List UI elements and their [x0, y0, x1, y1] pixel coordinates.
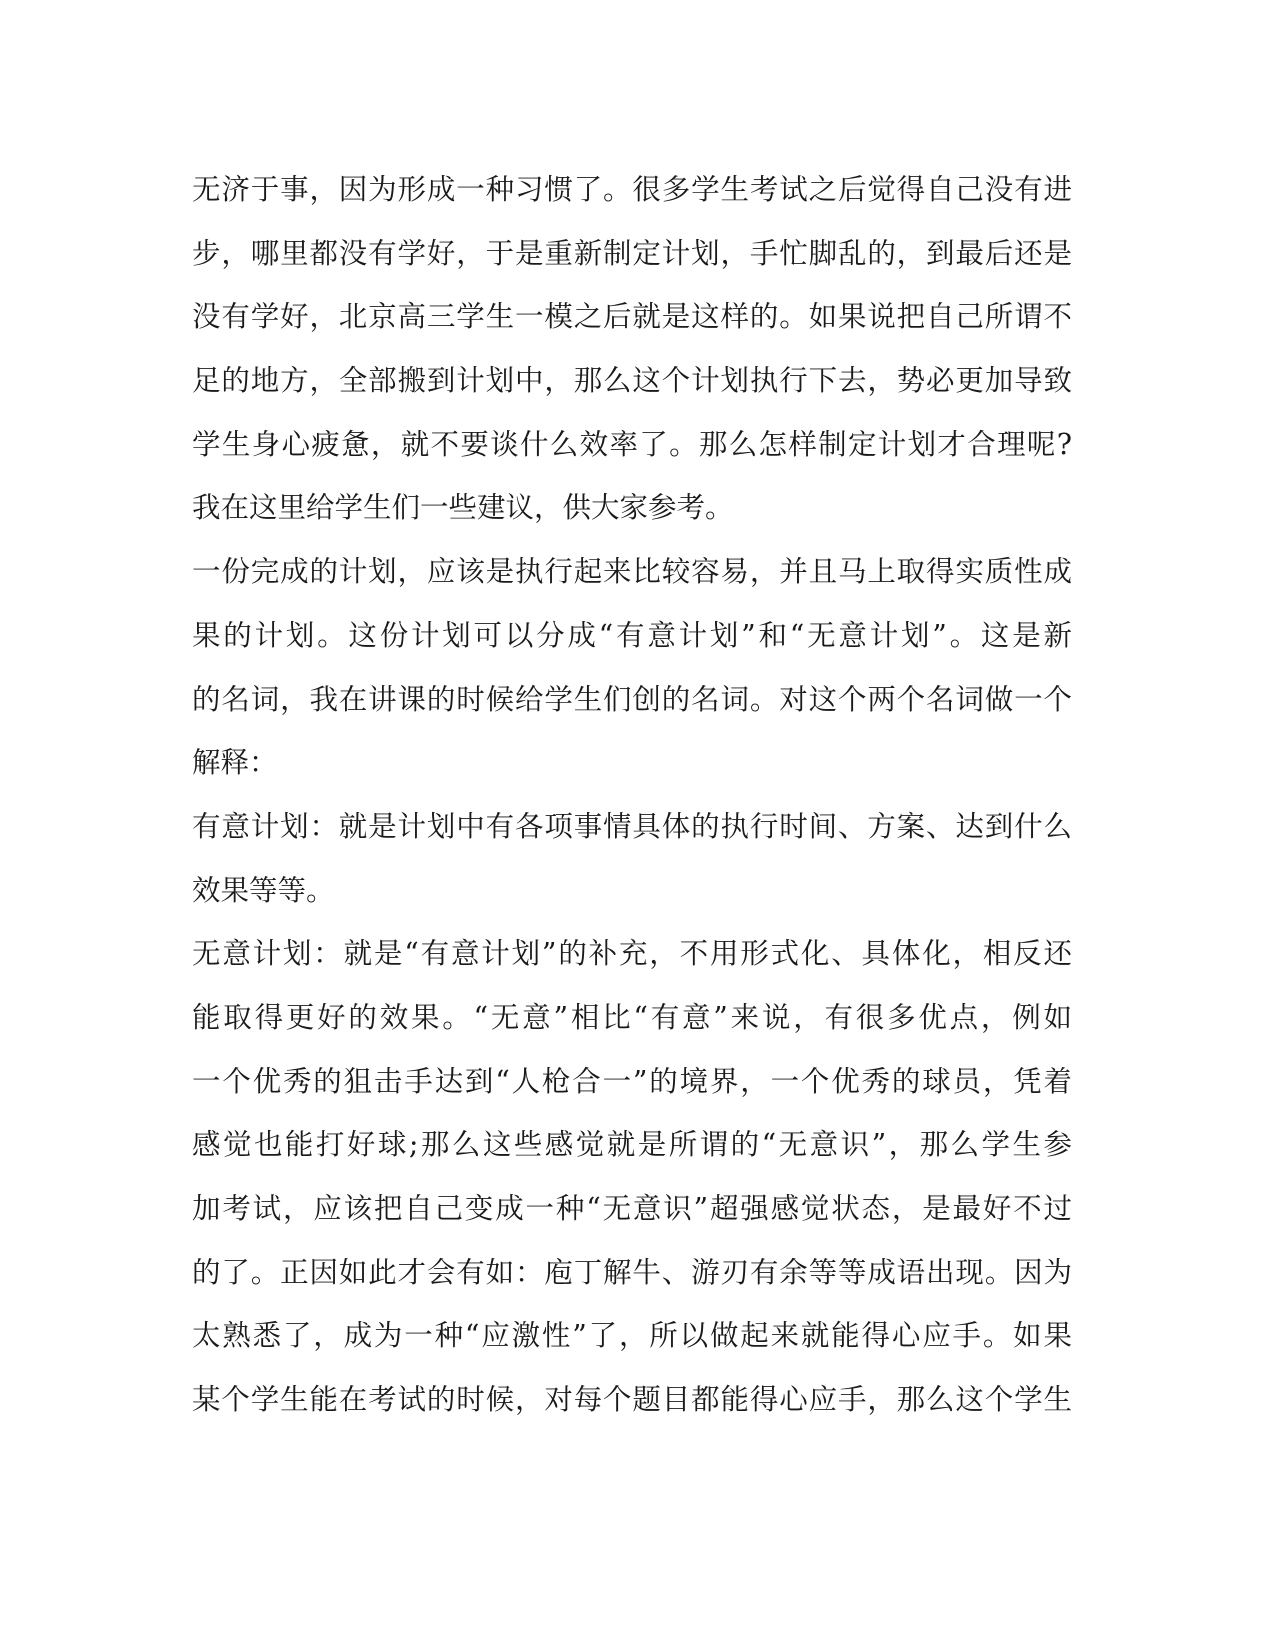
- text-line: 太熟悉了，成为一种“应激性”了，所以做起来就能得心应手。如果: [192, 1319, 1072, 1353]
- text-line: 学生身心疲惫，就不要谈什么效率了。那么怎样制定计划才合理呢?: [192, 427, 1072, 461]
- text-line: 我在这里给学生们一些建议，供大家参考。: [192, 491, 734, 525]
- text-line: 一个优秀的狙击手达到“人枪合一”的境界，一个优秀的球员，凭着: [192, 1064, 1072, 1098]
- text-line: 步，哪里都没有学好，于是重新制定计划，手忙脚乱的，到最后还是: [192, 236, 1072, 270]
- body-text: [192, 158, 1072, 1432]
- text-line: 解释：: [192, 746, 278, 780]
- text-line: 加考试，应该把自己变成一种“无意识”超强感觉状态，是最好不过: [192, 1192, 1072, 1225]
- text-line: 效果等等。: [192, 873, 335, 907]
- text-line: 足的地方，全部搬到计划中，那么这个计划执行下去，势必更加导致: [192, 364, 1072, 398]
- text-line: 某个学生能在考试的时候，对每个题目都能得心应手，那么这个学生: [192, 1383, 1072, 1417]
- text-line: 没有学好，北京高三学生一模之后就是这样的。如果说把自己所谓不: [192, 300, 1072, 334]
- text-line: 的名词，我在讲课的时候给学生们创的名词。对这个两个名词做一个: [192, 682, 1072, 716]
- text-line: 果的计划。这份计划可以分成“有意计划”和“无意计划”。这是新: [192, 618, 1072, 652]
- text-line: 有意计划：就是计划中有各项事情具体的执行时间、方案、达到什么: [192, 809, 1072, 843]
- text-line: 能取得更好的效果。“无意”相比“有意”来说，有很多优点，例如: [192, 1000, 1072, 1034]
- text-line: 一份完成的计划，应该是执行起来比较容易，并且马上取得实质性成: [192, 555, 1072, 589]
- text-line: 的了。正因如此才会有如：庖丁解牛、游刃有余等等成语出现。因为: [192, 1255, 1072, 1289]
- text-line: 无济于事，因为形成一种习惯了。很多学生考试之后觉得自己没有进: [192, 173, 1072, 206]
- text-line: 感觉也能打好球;那么这些感觉就是所谓的“无意识”，那么学生参: [192, 1128, 1072, 1162]
- text-line: 无意计划：就是“有意计划”的补充，不用形式化、具体化，相反还: [192, 937, 1072, 971]
